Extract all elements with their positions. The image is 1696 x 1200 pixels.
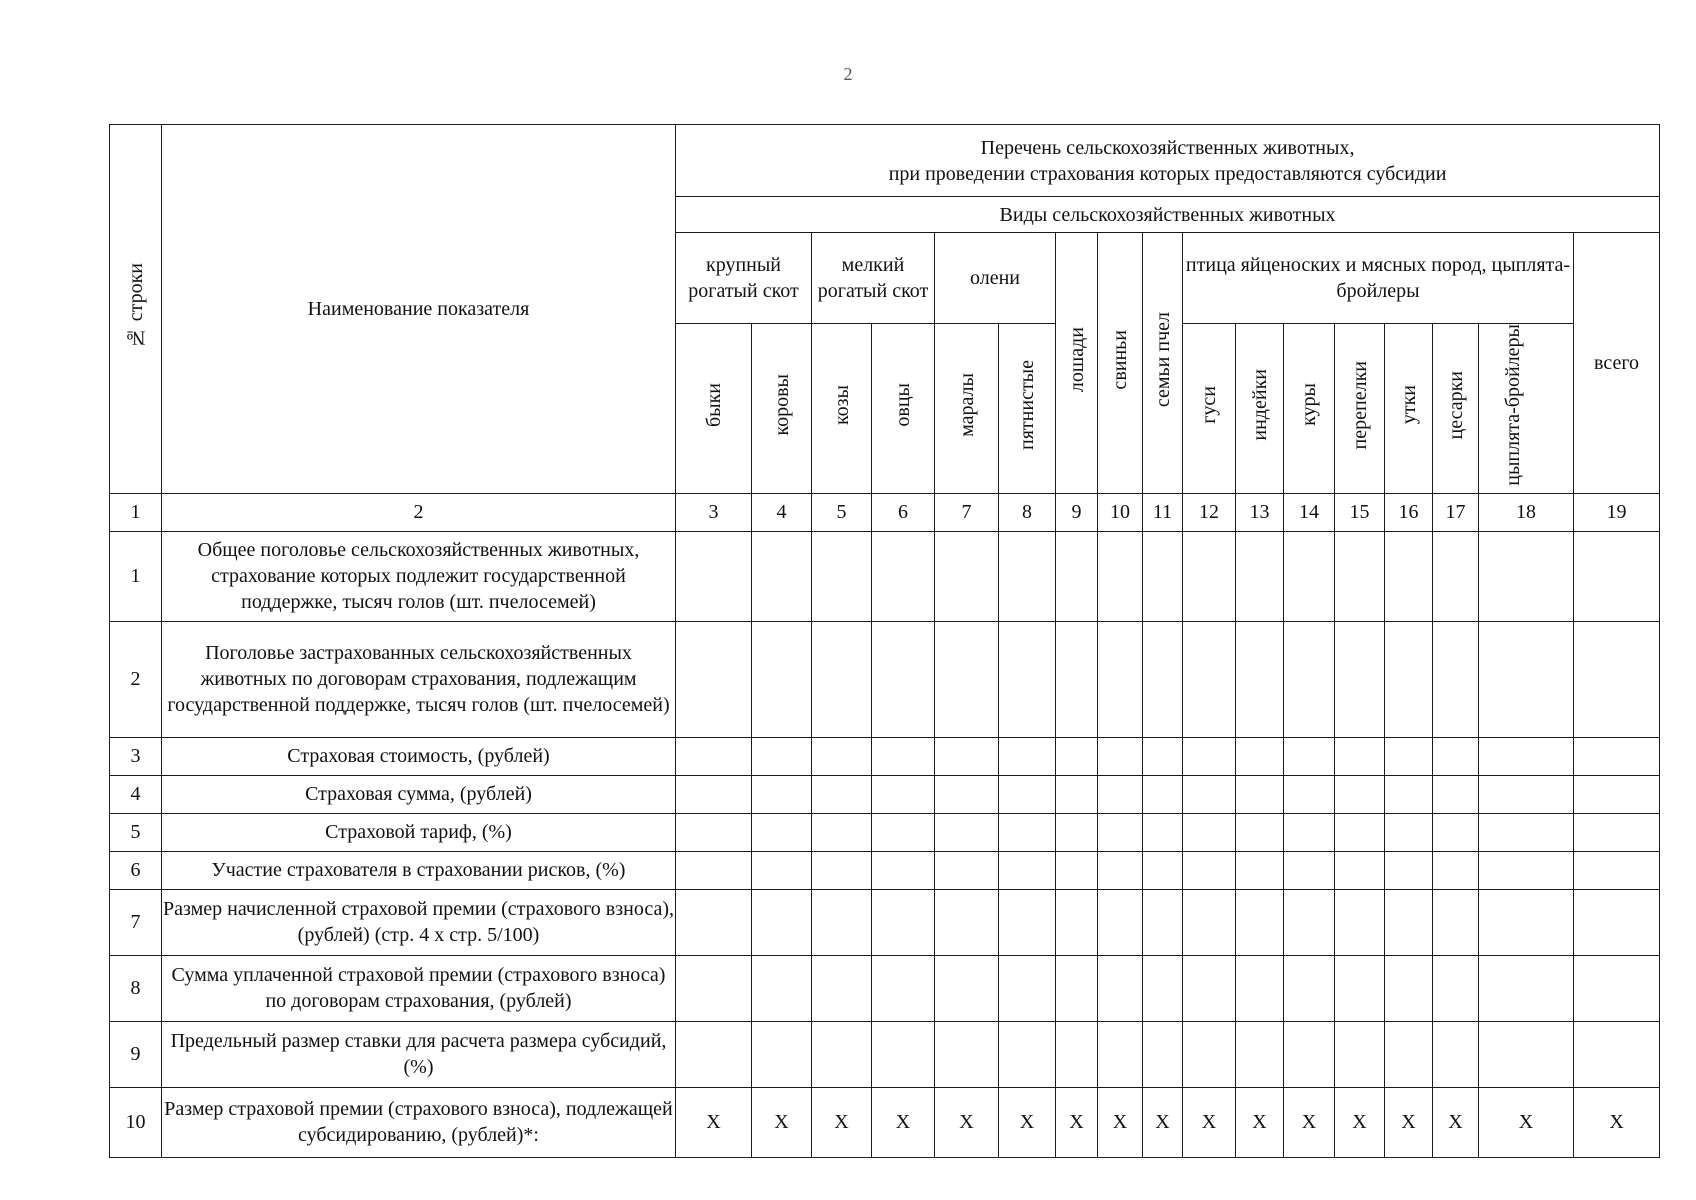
table-cell xyxy=(872,813,935,851)
table-cell xyxy=(1479,955,1574,1021)
animal-sheep: овцы xyxy=(872,324,935,494)
col-number: 1 xyxy=(110,493,162,531)
table-cell: X xyxy=(1385,1087,1433,1157)
table-cell xyxy=(1479,621,1574,737)
table-cell xyxy=(1236,955,1284,1021)
table-cell xyxy=(1056,889,1098,955)
animal-turkeys: индейки xyxy=(1236,324,1284,494)
col-number: 5 xyxy=(812,493,872,531)
table-cell xyxy=(1574,531,1660,621)
table-cell xyxy=(1433,621,1479,737)
table-cell xyxy=(1183,1021,1236,1087)
row-number: 6 xyxy=(110,851,162,889)
table-cell xyxy=(999,889,1056,955)
table-row xyxy=(110,851,1660,889)
indicator-name: Сумма уплаченной страховой премии (страхового взноса) по договорам страхования, (рублей) xyxy=(162,955,676,1021)
animal-spotted: пятнистые xyxy=(999,324,1056,494)
table-cell xyxy=(1183,889,1236,955)
table-cell xyxy=(1056,851,1098,889)
indicator-name: Размер страховой премии (страхового взноса), подлежащей субсидированию, (рублей)*: xyxy=(162,1087,676,1157)
table-cell xyxy=(1183,737,1236,775)
table-row xyxy=(110,775,1660,813)
table-cell xyxy=(1056,737,1098,775)
animal-ducks: утки xyxy=(1385,324,1433,494)
group-small-cattle: мелкий рогатый скот xyxy=(812,233,935,324)
animal-broilers: цыплята-бройлеры xyxy=(1479,324,1574,494)
table-cell xyxy=(1574,621,1660,737)
table-cell xyxy=(1098,813,1143,851)
total-header: всего xyxy=(1574,233,1660,494)
table-cell xyxy=(999,955,1056,1021)
table-cell: X xyxy=(752,1087,812,1157)
col-number: 7 xyxy=(935,493,999,531)
table-cell xyxy=(872,621,935,737)
table-cell xyxy=(1143,851,1183,889)
table-row xyxy=(110,889,1660,955)
table-cell xyxy=(676,1021,752,1087)
animal-quails: перепелки xyxy=(1335,324,1385,494)
table-cell: X xyxy=(676,1087,752,1157)
table-cell xyxy=(812,1021,872,1087)
table-cell xyxy=(1183,813,1236,851)
table-cell xyxy=(872,531,935,621)
table-cell: X xyxy=(1574,1087,1660,1157)
table-cell xyxy=(812,531,872,621)
table-cell xyxy=(1098,775,1143,813)
table-cell xyxy=(1433,737,1479,775)
animal-pigs: свиньи xyxy=(1098,233,1143,494)
col-number: 18 xyxy=(1479,493,1574,531)
row-number: 9 xyxy=(110,1021,162,1087)
table-cell xyxy=(1236,531,1284,621)
table-cell xyxy=(1385,955,1433,1021)
row-number: 4 xyxy=(110,775,162,813)
row-number-header: № строки xyxy=(110,125,162,494)
col-number: 8 xyxy=(999,493,1056,531)
animal-goats: козы xyxy=(812,324,872,494)
table-cell: X xyxy=(1143,1087,1183,1157)
table-cell xyxy=(1143,955,1183,1021)
table-cell xyxy=(1143,531,1183,621)
table-cell xyxy=(1574,813,1660,851)
indicator-name: Страховая стоимость, (рублей) xyxy=(162,737,676,775)
table-cell xyxy=(812,889,872,955)
table-cell xyxy=(1183,621,1236,737)
table-cell xyxy=(1479,889,1574,955)
table-cell xyxy=(935,851,999,889)
animal-horses: лошади xyxy=(1056,233,1098,494)
table-cell xyxy=(1479,531,1574,621)
animal-chickens: куры xyxy=(1284,324,1335,494)
table-cell xyxy=(1574,737,1660,775)
table-cell xyxy=(1574,889,1660,955)
table-cell xyxy=(1433,1021,1479,1087)
col-number: 13 xyxy=(1236,493,1284,531)
row-number: 8 xyxy=(110,955,162,1021)
table-cell xyxy=(812,621,872,737)
table-cell xyxy=(1056,1021,1098,1087)
table-cell xyxy=(872,955,935,1021)
table-cell xyxy=(1183,775,1236,813)
table-cell xyxy=(1098,889,1143,955)
table-cell xyxy=(1479,737,1574,775)
col-number: 14 xyxy=(1284,493,1335,531)
row-number: 10 xyxy=(110,1087,162,1157)
group-cattle: крупный рогатый скот xyxy=(676,233,812,324)
table-cell xyxy=(1236,813,1284,851)
table-cell xyxy=(1098,737,1143,775)
table-cell: X xyxy=(1098,1087,1143,1157)
table-cell xyxy=(872,1021,935,1087)
table-cell: X xyxy=(872,1087,935,1157)
table-cell xyxy=(752,621,812,737)
table-cell xyxy=(999,813,1056,851)
animals-list-title: Перечень сельскохозяйственных животных, при проведении страхования которых предоставляются субсидии xyxy=(676,125,1660,197)
table-cell xyxy=(999,531,1056,621)
table-cell xyxy=(1574,1021,1660,1087)
table-cell xyxy=(1385,813,1433,851)
table-cell xyxy=(1335,889,1385,955)
table-cell xyxy=(1056,621,1098,737)
table-cell xyxy=(1385,889,1433,955)
table-cell xyxy=(812,813,872,851)
table-cell xyxy=(676,813,752,851)
animal-bees: семьи пчел xyxy=(1143,233,1183,494)
table-row xyxy=(110,955,1660,1021)
table-cell: X xyxy=(935,1087,999,1157)
table-cell xyxy=(1183,531,1236,621)
table-cell xyxy=(1056,531,1098,621)
table-cell xyxy=(752,813,812,851)
table-cell xyxy=(1098,621,1143,737)
table-cell xyxy=(1335,851,1385,889)
table-cell xyxy=(999,775,1056,813)
table-cell xyxy=(1056,775,1098,813)
table-cell xyxy=(1183,955,1236,1021)
table-cell xyxy=(1098,531,1143,621)
table-cell xyxy=(1284,775,1335,813)
table-cell xyxy=(1433,889,1479,955)
table-row xyxy=(110,737,1660,775)
table-cell xyxy=(1335,531,1385,621)
table-cell xyxy=(1143,813,1183,851)
table-cell xyxy=(812,851,872,889)
indicator-header: Наименование показателя xyxy=(162,125,676,494)
table-cell xyxy=(999,621,1056,737)
table-cell xyxy=(1098,1021,1143,1087)
table-cell xyxy=(1479,851,1574,889)
table-cell xyxy=(999,851,1056,889)
row-number: 3 xyxy=(110,737,162,775)
table-cell xyxy=(1335,621,1385,737)
col-number: 16 xyxy=(1385,493,1433,531)
table-cell xyxy=(935,621,999,737)
table-cell xyxy=(1335,955,1385,1021)
table-cell xyxy=(812,775,872,813)
animal-guineafowl: цесарки xyxy=(1433,324,1479,494)
table-cell xyxy=(1284,955,1335,1021)
table-cell xyxy=(1284,1021,1335,1087)
table-cell: X xyxy=(1236,1087,1284,1157)
table-cell xyxy=(1236,1021,1284,1087)
table-cell: X xyxy=(1056,1087,1098,1157)
table-cell xyxy=(935,737,999,775)
col-number: 4 xyxy=(752,493,812,531)
col-number: 15 xyxy=(1335,493,1385,531)
table-cell xyxy=(1574,851,1660,889)
indicator-name: Страховая сумма, (рублей) xyxy=(162,775,676,813)
table-cell xyxy=(999,737,1056,775)
table-row xyxy=(110,531,1660,621)
table-cell: X xyxy=(812,1087,872,1157)
indicator-name: Участие страхователя в страховании рисков, (%) xyxy=(162,851,676,889)
table-cell xyxy=(1143,889,1183,955)
animal-bulls: быки xyxy=(676,324,752,494)
table-cell xyxy=(1335,775,1385,813)
table-cell xyxy=(1574,775,1660,813)
table-cell xyxy=(812,737,872,775)
table-row xyxy=(110,621,1660,737)
table-cell xyxy=(935,775,999,813)
row-number: 5 xyxy=(110,813,162,851)
table-cell xyxy=(1385,531,1433,621)
animal-kinds-title: Виды сельскохозяйственных животных xyxy=(676,197,1660,233)
table-cell xyxy=(1056,813,1098,851)
col-number: 6 xyxy=(872,493,935,531)
table-cell xyxy=(935,1021,999,1087)
animal-cows: коровы xyxy=(752,324,812,494)
indicator-name: Предельный размер ставки для расчета размера субсидий, (%) xyxy=(162,1021,676,1087)
table-cell: X xyxy=(1433,1087,1479,1157)
table-cell xyxy=(935,889,999,955)
table-cell xyxy=(1335,737,1385,775)
table-cell: X xyxy=(1284,1087,1335,1157)
col-number: 19 xyxy=(1574,493,1660,531)
animal-marals: маралы xyxy=(935,324,999,494)
table-cell xyxy=(676,955,752,1021)
table-cell xyxy=(676,851,752,889)
column-numbers-row xyxy=(110,493,1660,531)
indicator-name: Размер начисленной страховой премии (страхового взноса), (рублей) (стр. 4 х стр. 5/100) xyxy=(162,889,676,955)
table-cell xyxy=(676,531,752,621)
table-cell xyxy=(1335,1021,1385,1087)
table-cell xyxy=(1143,1021,1183,1087)
table-cell xyxy=(1098,851,1143,889)
col-number: 12 xyxy=(1183,493,1236,531)
table-cell xyxy=(935,813,999,851)
col-number: 17 xyxy=(1433,493,1479,531)
table-cell xyxy=(676,621,752,737)
table-cell xyxy=(1143,737,1183,775)
table-cell xyxy=(1433,955,1479,1021)
col-number: 10 xyxy=(1098,493,1143,531)
table-cell xyxy=(1284,737,1335,775)
table-cell xyxy=(1284,889,1335,955)
table-cell xyxy=(752,851,812,889)
table-cell xyxy=(676,889,752,955)
table-cell xyxy=(935,531,999,621)
table-cell xyxy=(935,955,999,1021)
table-cell xyxy=(1143,621,1183,737)
table-cell xyxy=(1236,775,1284,813)
table-body xyxy=(110,531,1660,1157)
table-cell xyxy=(1385,621,1433,737)
table-row xyxy=(110,813,1660,851)
page-number: 2 xyxy=(843,64,853,84)
indicator-name: Общее поголовье сельскохозяйственных животных, страхование которых подлежит государственной поддержке, тысяч голов (шт. пчелосемей) xyxy=(162,531,676,621)
table-cell xyxy=(1433,813,1479,851)
table-cell xyxy=(752,737,812,775)
table-cell xyxy=(1056,955,1098,1021)
table-cell xyxy=(1385,851,1433,889)
table-cell xyxy=(1335,813,1385,851)
table-cell xyxy=(1479,1021,1574,1087)
col-number: 2 xyxy=(162,493,676,531)
table-cell xyxy=(752,955,812,1021)
table-cell xyxy=(1284,531,1335,621)
table-cell xyxy=(1433,851,1479,889)
table-cell xyxy=(752,775,812,813)
col-number: 3 xyxy=(676,493,752,531)
table-cell xyxy=(1098,955,1143,1021)
table-cell xyxy=(1143,775,1183,813)
col-number: 11 xyxy=(1143,493,1183,531)
table-cell xyxy=(1433,531,1479,621)
table-cell xyxy=(1574,955,1660,1021)
table-cell xyxy=(1479,813,1574,851)
table-cell xyxy=(676,737,752,775)
table-cell xyxy=(1385,737,1433,775)
table-cell xyxy=(752,531,812,621)
table-cell xyxy=(1385,1021,1433,1087)
table-row xyxy=(110,1021,1660,1087)
table-cell xyxy=(1479,775,1574,813)
table-cell xyxy=(752,889,812,955)
table-cell xyxy=(1236,889,1284,955)
indicator-name: Страховой тариф, (%) xyxy=(162,813,676,851)
table-cell xyxy=(1385,775,1433,813)
col-number: 9 xyxy=(1056,493,1098,531)
row-number: 1 xyxy=(110,531,162,621)
table-cell xyxy=(812,955,872,1021)
table-cell xyxy=(752,1021,812,1087)
table-cell xyxy=(1183,851,1236,889)
table-cell xyxy=(676,775,752,813)
table-cell xyxy=(1284,851,1335,889)
table-cell xyxy=(1236,737,1284,775)
table-cell: X xyxy=(1335,1087,1385,1157)
row-number: 2 xyxy=(110,621,162,737)
table-cell: X xyxy=(999,1087,1056,1157)
table-cell xyxy=(999,1021,1056,1087)
table-cell: X xyxy=(1479,1087,1574,1157)
indicator-name: Поголовье застрахованных сельскохозяйственных животных по договорам страхования, подлежащим государственной поддержке, тысяч голов (шт. пчелосемей) xyxy=(162,621,676,737)
table-cell xyxy=(872,737,935,775)
table-row xyxy=(110,1087,1660,1157)
table-cell xyxy=(872,889,935,955)
table-cell xyxy=(1236,851,1284,889)
group-deer: олени xyxy=(935,233,1056,324)
table-cell xyxy=(1284,813,1335,851)
group-poultry: птица яйценоских и мясных пород, цыплята-бройлеры xyxy=(1183,233,1574,324)
subsidy-table xyxy=(109,124,1660,1158)
table-cell xyxy=(1236,621,1284,737)
table-cell xyxy=(1284,621,1335,737)
table-cell xyxy=(872,775,935,813)
row-number: 7 xyxy=(110,889,162,955)
animal-geese: гуси xyxy=(1183,324,1236,494)
table-cell xyxy=(872,851,935,889)
table-cell: X xyxy=(1183,1087,1236,1157)
table-cell xyxy=(1433,775,1479,813)
